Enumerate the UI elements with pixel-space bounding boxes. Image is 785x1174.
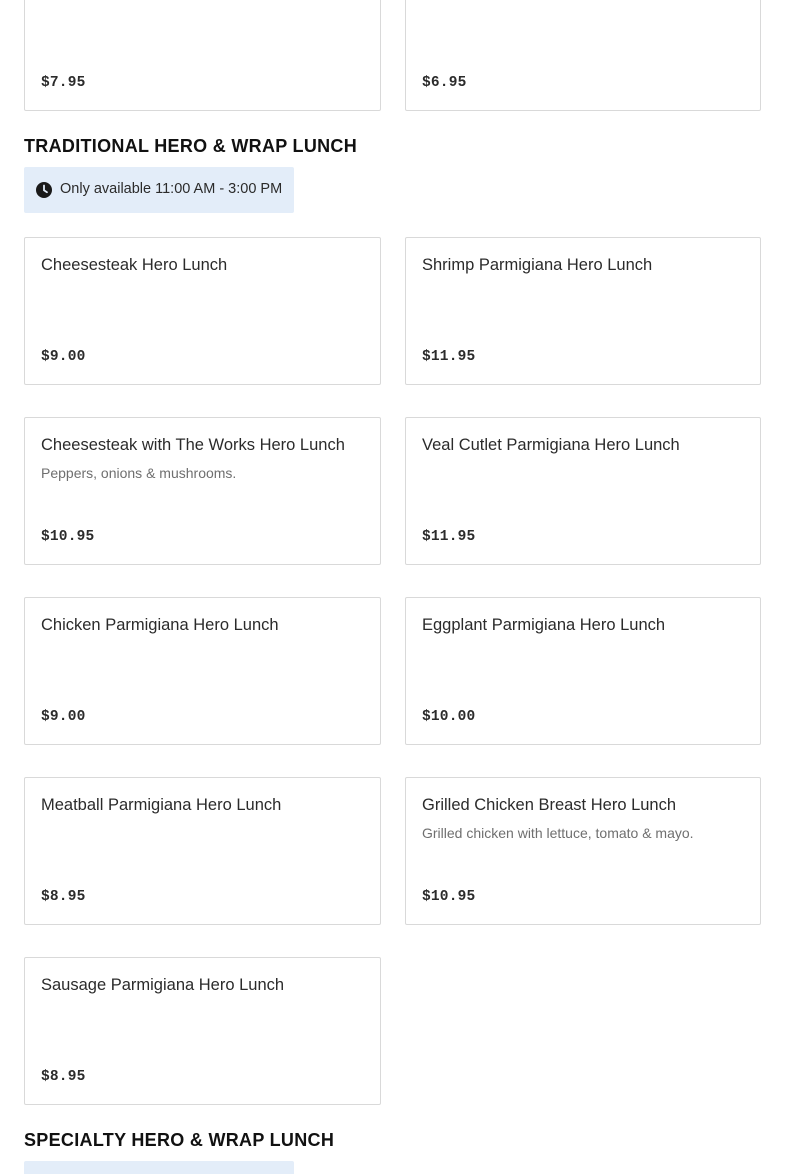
menu-item-name: Sausage Parmigiana Hero Lunch	[41, 976, 285, 994]
menu-item-card[interactable]	[24, 777, 381, 925]
menu-item-price: $8.95	[41, 1069, 86, 1085]
menu-item-name: Cheesesteak Hero Lunch	[41, 256, 228, 274]
section-title-traditional: TRADITIONAL HERO & WRAP LUNCH	[24, 136, 358, 156]
menu-item-card[interactable]	[405, 0, 761, 111]
menu-item-card[interactable]	[24, 597, 381, 745]
menu-item-card[interactable]	[405, 237, 761, 385]
clock-icon	[36, 182, 52, 198]
menu-item-card[interactable]	[24, 237, 381, 385]
menu-item-card[interactable]	[405, 597, 761, 745]
menu-item-price: $9.00	[41, 709, 86, 725]
menu-item-name: Cheesesteak with The Works Hero Lunch	[41, 436, 345, 454]
section-title-specialty: SPECIALTY HERO & WRAP LUNCH	[24, 1130, 335, 1150]
menu-item-description: Grilled chicken with lettuce, tomato & mayo.	[422, 825, 694, 841]
menu-item-name: Eggplant Parmigiana Hero Lunch	[422, 616, 666, 634]
menu-item-card[interactable]	[405, 417, 761, 565]
menu-item-card[interactable]	[24, 957, 381, 1105]
menu-item-name: Chicken Parmigiana Hero Lunch	[41, 616, 279, 634]
menu-item-name: Shrimp Parmigiana Hero Lunch	[422, 256, 653, 274]
menu-item-price: $8.95	[41, 889, 86, 905]
menu-item-description: Peppers, onions & mushrooms.	[41, 465, 237, 481]
menu-item-name: Meatball Parmigiana Hero Lunch	[41, 796, 282, 814]
menu-item-price: $10.95	[41, 529, 95, 545]
availability-banner	[24, 1161, 294, 1174]
menu-item-name: Grilled Chicken Breast Hero Lunch	[422, 796, 677, 814]
menu-item-card[interactable]	[405, 777, 761, 925]
menu-item-price: $10.95	[422, 889, 476, 905]
menu-item-name: Veal Cutlet Parmigiana Hero Lunch	[422, 436, 680, 454]
menu-item-price: $6.95	[422, 75, 467, 91]
menu-item-card[interactable]	[24, 0, 381, 111]
menu-item-price: $11.95	[422, 529, 476, 545]
menu-item-price: $9.00	[41, 349, 86, 365]
availability-text: Only available 11:00 AM - 3:00 PM	[60, 181, 283, 197]
menu-item-price: $11.95	[422, 349, 476, 365]
availability-banner	[24, 167, 294, 213]
menu-item-price: $10.00	[422, 709, 476, 725]
menu-item-price: $7.95	[41, 75, 86, 91]
menu-item-card[interactable]	[24, 417, 381, 565]
